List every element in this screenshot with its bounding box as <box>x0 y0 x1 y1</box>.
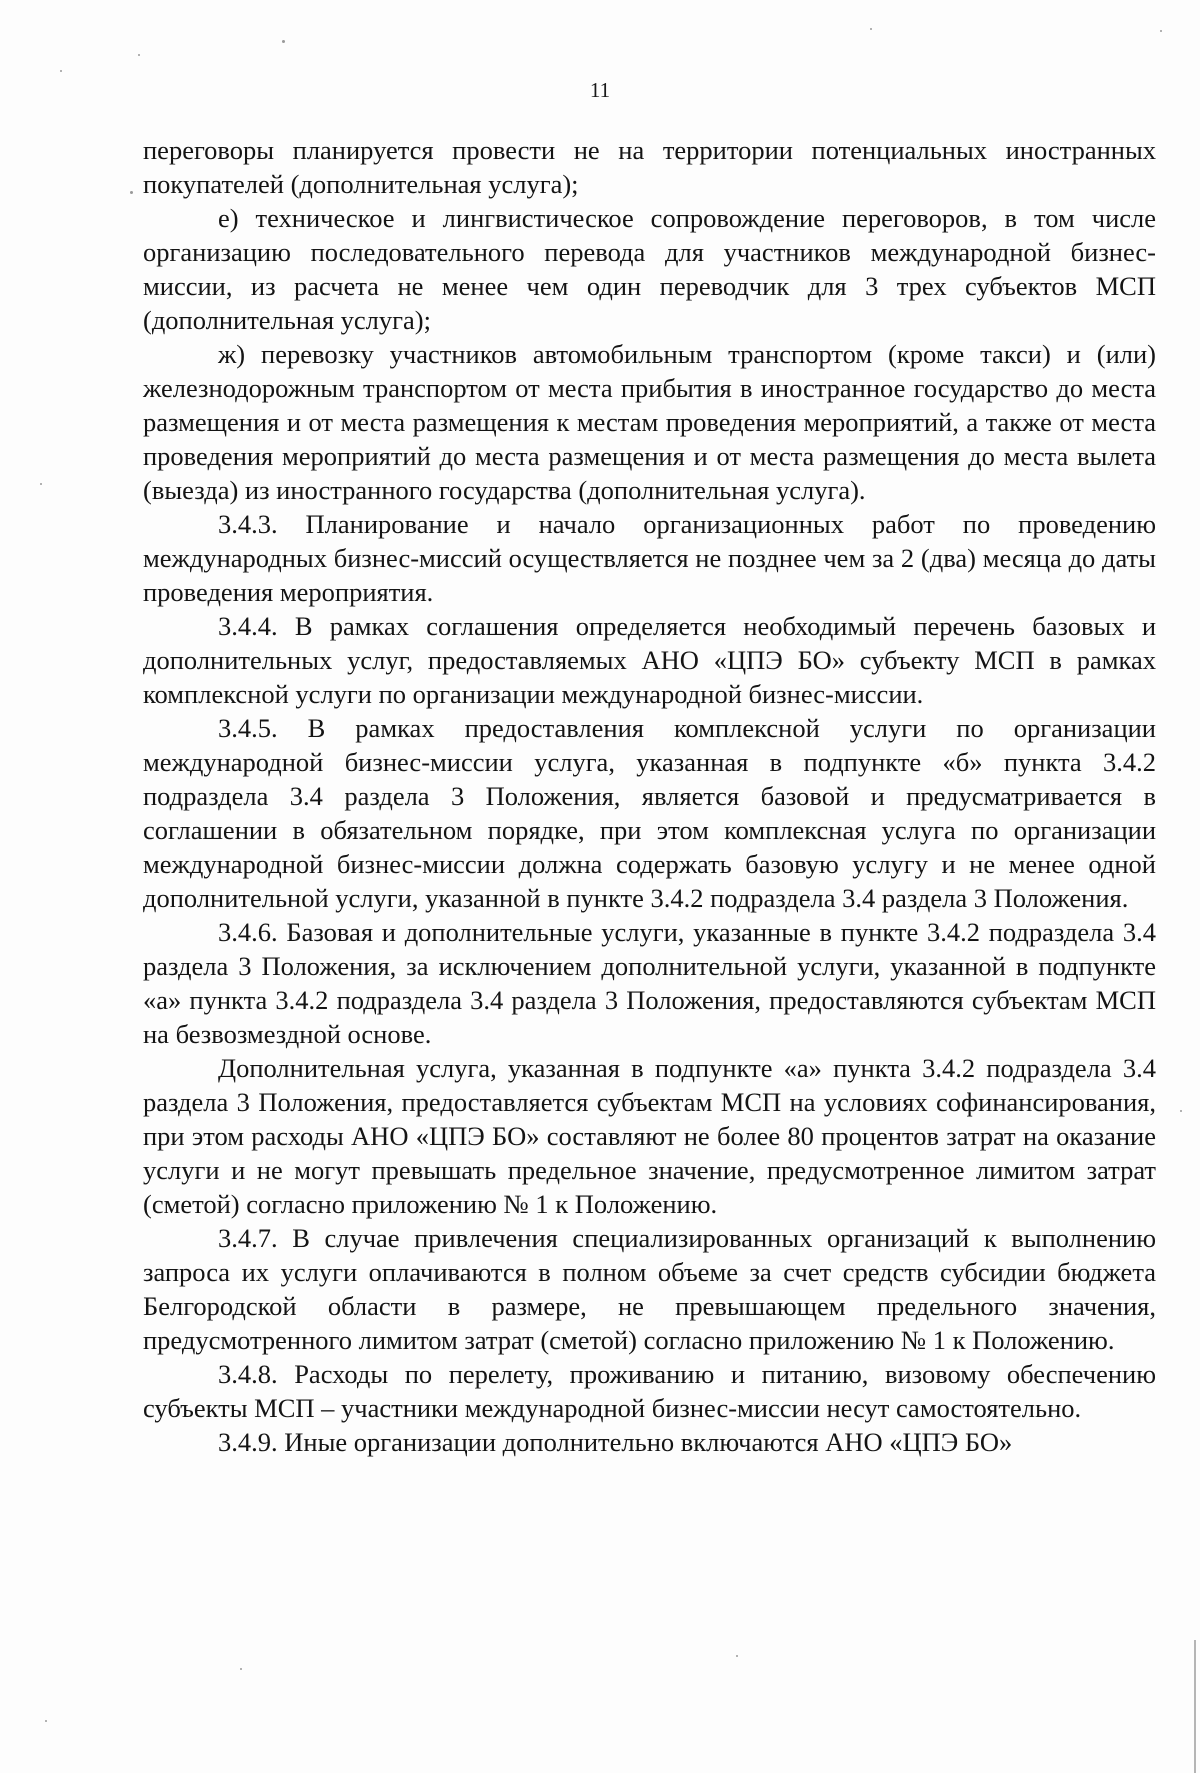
page-number: 11 <box>589 78 611 102</box>
paragraph-3-4-7: 3.4.7. В случае привлечения специализированных организаций к выполнению запроса их услуги оплачиваются в полном объеме за счет средств субсидии бюджета Белгородской области в размере, не превышающем предельного значения, предусмотренного лимитом затрат (сметой) согласно приложению № 1 к Положению. <box>143 1223 1156 1355</box>
scan-speck <box>736 1655 738 1657</box>
scan-speck <box>1180 1110 1182 1112</box>
scan-edge-line <box>1194 1640 1196 1773</box>
scan-speck <box>870 28 872 30</box>
paragraph-3-4-5: 3.4.5. В рамках предоставления комплексной услуги по организации международной бизнес-миссии услуга, указанная в подпункте «б» пункта 3.4.2 подраздела 3.4 раздела 3 Положения, является базовой и предусматривается в соглашении в обязательном порядке, при этом комплексная услуга по организации международной бизнес-миссии должна содержать базовую услугу и не менее одной дополнительной услуги, указанной в пункте 3.4.2 подраздела 3.4 раздела 3 Положения. <box>143 713 1156 913</box>
scan-speck <box>130 191 133 194</box>
document-body <box>143 133 1156 1459</box>
paragraph-3-4-3: 3.4.3. Планирование и начало организационных работ по проведению международных бизнес-миссий осуществляется не позднее чем за 2 (два) месяца до даты проведения мероприятия. <box>143 509 1156 607</box>
scan-speck <box>1160 30 1162 32</box>
scan-speck <box>240 1668 242 1670</box>
scan-speck <box>60 70 62 72</box>
scan-speck <box>282 40 285 43</box>
scan-speck <box>138 54 140 56</box>
paragraph-negotiations-continued: переговоры планируется провести не на территории потенциальных иностранных покупателей (дополнительная услуга); <box>143 135 1156 199</box>
paragraph-subitem-zh: ж) перевозку участников автомобильным транспортом (кроме такси) и (или) железнодорожным транспортом от места прибытия в иностранное государство до места размещения и от места размещения к местам проведения мероприятий, а также от места проведения мероприятий до места размещения и от места размещения до места вылета (выезда) из иностранного государства (дополнительная услуга). <box>143 339 1156 505</box>
paragraph-3-4-6: 3.4.6. Базовая и дополнительные услуги, указанные в пункте 3.4.2 подраздела 3.4 раздела 3 Положения, за исключением дополнительной услуги, указанной в подпункте «а» пункта 3.4.2 подраздела 3.4 раздела 3 Положения, предоставляются субъектам МСП на безвозмездной основе. <box>143 917 1156 1049</box>
paragraph-3-4-4: 3.4.4. В рамках соглашения определяется необходимый перечень базовых и дополнительных услуг, предоставляемых АНО «ЦПЭ БО» субъекту МСП в рамках комплексной услуги по организации международной бизнес-миссии. <box>143 611 1156 709</box>
paragraph-additional-service: Дополнительная услуга, указанная в подпункте «а» пункта 3.4.2 подраздела 3.4 раздела 3 Положения, предоставляется субъектам МСП на условиях софинансирования, при этом расходы АНО «ЦПЭ БО» составляют не более 80 процентов затрат на оказание услуги и не могут превышать предельное значение, предусмотренное лимитом затрат (сметой) согласно приложению № 1 к Положению. <box>143 1053 1156 1219</box>
paragraph-3-4-9: 3.4.9. Иные организации дополнительно включаются АНО «ЦПЭ БО» <box>218 1427 1013 1457</box>
scan-speck <box>40 483 42 485</box>
paragraph-subitem-e: е) техническое и лингвистическое сопровождение переговоров, в том числе организацию последовательного перевода для участников международной бизнес-миссии, из расчета не менее чем один переводчик для 3 трех субъектов МСП (дополнительная услуга); <box>143 203 1156 335</box>
paragraph-3-4-8: 3.4.8. Расходы по перелету, проживанию и питанию, визовому обеспечению субъекты МСП – участники международной бизнес-миссии несут самостоятельно. <box>143 1359 1156 1423</box>
scan-speck <box>45 1720 47 1722</box>
